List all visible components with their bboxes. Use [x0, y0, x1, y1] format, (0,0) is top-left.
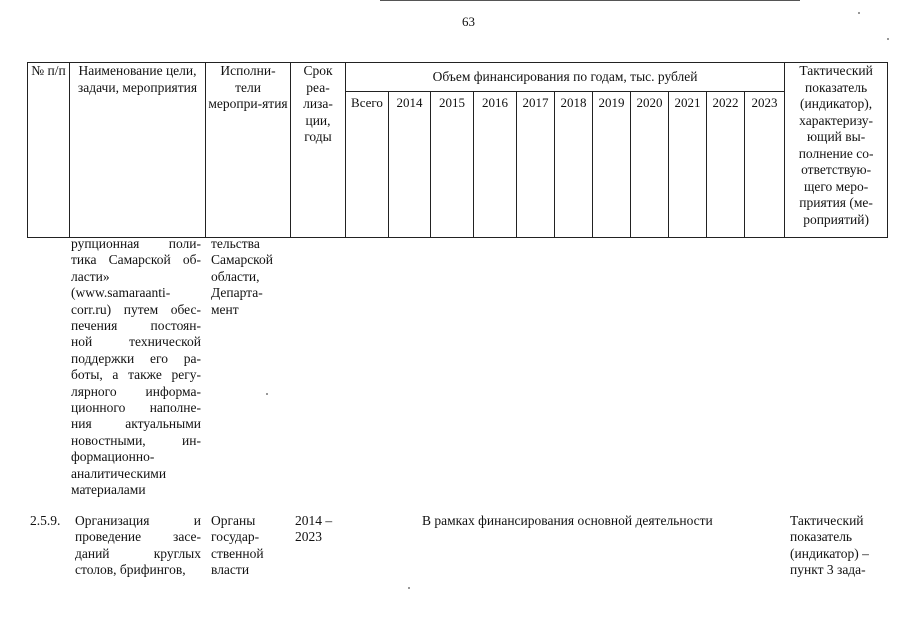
text-line: проведение засе- — [75, 529, 201, 545]
text-line: рупционная поли- — [71, 236, 201, 251]
text-line: боты, а также регу- — [71, 367, 201, 383]
scan-edge-line — [380, 0, 800, 1]
text-line: ния актуальными — [71, 416, 201, 432]
scan-speck — [266, 393, 268, 395]
row-name-cell — [75, 513, 201, 579]
header-funding-group: Объем финансирования по годам, тыс. рублей — [346, 63, 785, 92]
scan-speck — [858, 12, 860, 14]
text-line: формационно- — [71, 449, 155, 465]
header-year: 2021 — [669, 92, 707, 238]
scan-speck — [887, 38, 889, 40]
text-line: Организация и — [75, 513, 201, 528]
text-line: поддержки его ра- — [71, 350, 201, 366]
text-line: столов, брифингов, — [75, 562, 186, 578]
text-line: тельства — [211, 236, 260, 251]
text-line: ласти» — [71, 268, 110, 284]
text-line: даний круглых — [75, 545, 201, 561]
text-line: лярного информа- — [71, 383, 201, 399]
text-line: пункт 3 зада- — [790, 562, 866, 578]
text-line: ственной — [211, 545, 264, 561]
header-total: Всего — [346, 92, 389, 238]
text-line: мент — [211, 301, 239, 317]
header-name: Наименование цели, задачи, мероприятия — [70, 63, 206, 238]
text-line: Департа- — [211, 285, 263, 301]
text-line: аналитическими — [71, 465, 167, 481]
scan-speck — [408, 587, 410, 589]
text-line: Самарской — [211, 252, 274, 268]
continuation-name-cell — [71, 236, 201, 499]
text-line: ционного наполне- — [71, 400, 201, 416]
header-year: 2018 — [555, 92, 593, 238]
header-num: № п/п — [28, 63, 70, 238]
row-funding-text: В рамках финансирования основной деятельности — [422, 513, 713, 528]
row-number: 2.5.9. — [30, 513, 61, 528]
row-executors-cell — [211, 513, 287, 579]
text-line: области, — [211, 268, 260, 284]
text-line: тика Самарской об- — [71, 252, 201, 268]
page-number: 63 — [462, 14, 475, 29]
header-year: 2014 — [389, 92, 431, 238]
text-line: материалами — [71, 482, 146, 498]
text-line: власти — [211, 562, 250, 578]
text-line: печения постоян- — [71, 318, 201, 334]
text-line: 2023 — [295, 529, 322, 545]
text-line: Органы — [211, 513, 256, 528]
header-executors: Исполни-тели меропри-ятия — [206, 63, 291, 238]
text-line: показатель — [790, 529, 853, 545]
text-line: (www.samaraanti- — [71, 285, 171, 301]
header-year: 2017 — [517, 92, 555, 238]
text-line: corr.ru) путем обес- — [71, 301, 201, 317]
text-line: Тактический — [790, 513, 864, 528]
header-indicator: Тактический показатель (индикатор), характеризу-ющий вы-полнение со-ответствую-щего меро-приятия (ме-роприятий) — [785, 63, 888, 238]
table-header — [27, 62, 888, 238]
text-line: новостными, ин- — [71, 432, 201, 448]
header-year: 2020 — [631, 92, 669, 238]
header-term: Срок реа-лиза-ции, годы — [291, 63, 346, 238]
header-year: 2015 — [431, 92, 474, 238]
continuation-executors-cell — [211, 236, 287, 318]
text-line: ной технической — [71, 334, 201, 350]
header-year: 2016 — [474, 92, 517, 238]
header-year: 2019 — [593, 92, 631, 238]
row-indicator-cell — [790, 513, 890, 579]
text-line: государ- — [211, 529, 260, 545]
text-line: (индикатор) – — [790, 545, 869, 561]
header-year: 2023 — [745, 92, 785, 238]
header-year: 2022 — [707, 92, 745, 238]
row-term-cell — [295, 513, 345, 546]
text-line: 2014 – — [295, 513, 333, 528]
